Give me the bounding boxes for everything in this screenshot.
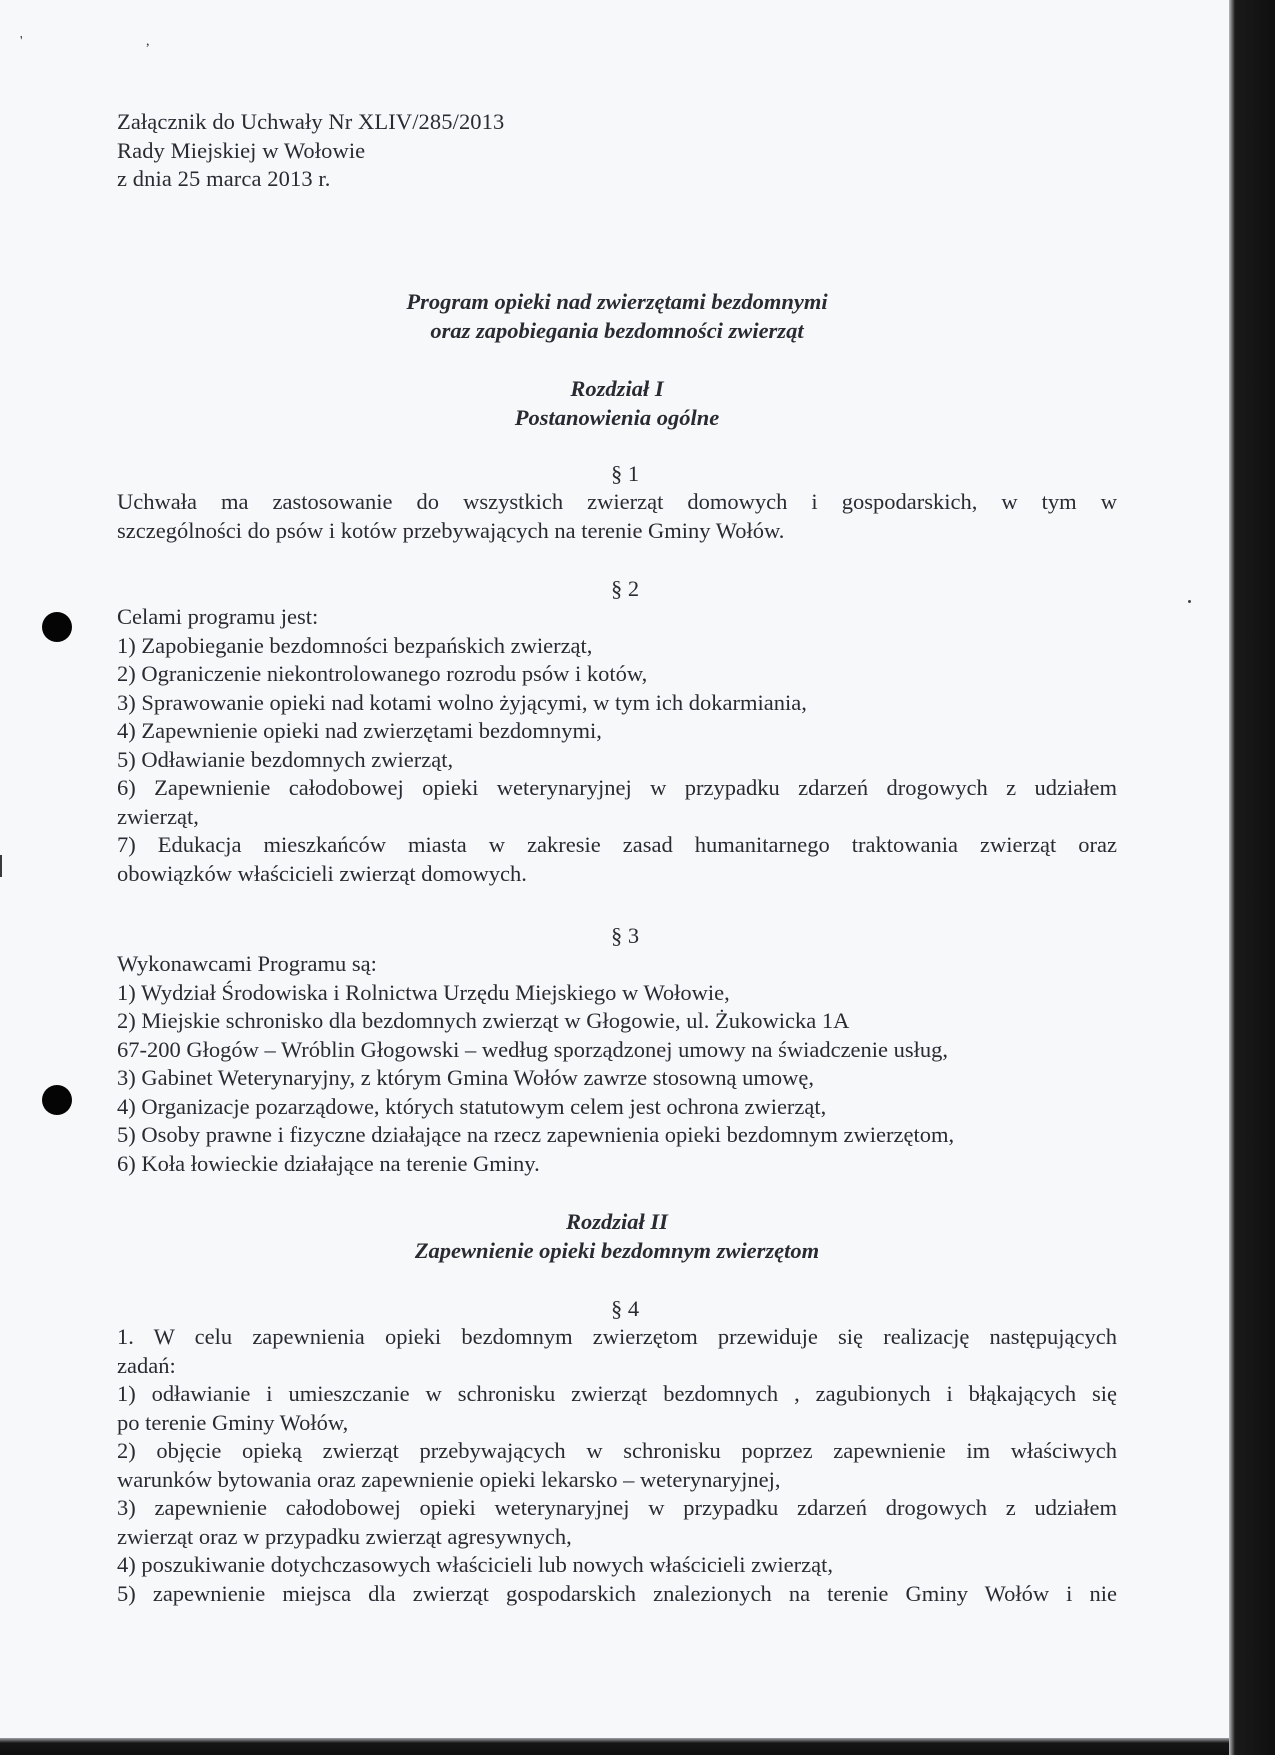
list-item: 4) poszukiwanie dotychczasowych właścicieli lub nowych właścicieli zwierząt, (117, 1552, 833, 1577)
punch-hole-top (42, 612, 72, 642)
scan-border-bottom (0, 1738, 1229, 1755)
chapter-1-heading (117, 375, 1117, 432)
section-4-body (117, 1323, 1117, 1608)
text-line: szczególności do psów i kotów przebywających na terenie Gminy Wołów. (117, 517, 785, 543)
list-item: 6) Koła łowieckie działające na terenie Gminy. (117, 1150, 540, 1176)
list-item: 1) Zapobieganie bezdomności bezpańskich zwierząt, (117, 632, 593, 658)
list-item: 3) Sprawowanie opieki nad kotami wolno żyjącymi, w tym ich dokarmiania, (117, 689, 807, 715)
section-1-mark: § 1 (610, 461, 640, 486)
list-item: 2) Ograniczenie niekontrolowanego rozrodu psów i kotów, (117, 661, 648, 686)
scan-mark: ' , (20, 34, 210, 49)
list-item: 3) zapewnienie całodobowej opieki weterynaryjnej w przypadku zdarzeń drogowych z udziałem (117, 1495, 1117, 1520)
list-item: 4) Organizacje pozarządowe, których statutowym celem jest ochrona zwierząt, (117, 1093, 827, 1119)
header-line: Rady Miejskiej w Wołowie (117, 137, 366, 163)
list-item-continued: warunków bytowania oraz zapewnienie opieki lekarsko – weterynaryjnej, (117, 1466, 781, 1492)
list-item-continued: zwierząt, (117, 803, 199, 829)
section-3-mark: § 3 (610, 923, 640, 948)
list-item: 67-200 Głogów – Wróblin Głogowski – według sporządzonej umowy na świadczenie usług, (117, 1036, 949, 1062)
section-2-mark: § 2 (610, 576, 640, 601)
program-title (117, 288, 1117, 345)
chapter-title: Rozdział II (566, 1209, 668, 1234)
list-item-continued: po terenie Gminy Wołów, (117, 1409, 349, 1435)
scan-border-right (1229, 0, 1275, 1755)
attachment-header (117, 108, 504, 194)
title-line: Program opieki nad zwierzętami bezdomnymi (406, 289, 828, 314)
title-line: oraz zapobiegania bezdomności zwierząt (430, 317, 804, 343)
text-line: Uchwała ma zastosowanie do wszystkich zwierząt domowych i gospodarskich, w tym w (117, 489, 1117, 514)
paragraph-line: zadań: (117, 1352, 176, 1378)
chapter-subtitle: Postanowienia ogólne (514, 404, 720, 430)
list-item: 2) Miejskie schronisko dla bezdomnych zwierząt w Głogowie, ul. Żukowicka 1A (117, 1008, 850, 1033)
list-item: 7) Edukacja mieszkańców miasta w zakresie zasad humanitarnego traktowania zwierząt oraz (117, 832, 1117, 857)
list-item-continued: obowiązków właścicieli zwierząt domowych. (117, 860, 527, 886)
chapter-title: Rozdział I (570, 376, 664, 401)
list-item-continued: zwierząt oraz w przypadku zwierząt agresywnych, (117, 1523, 572, 1549)
list-item: 5) Osoby prawne i fizyczne działające na rzecz zapewnienia opieki bezdomnym zwierzętom, (117, 1122, 955, 1147)
section-intro: Wykonawcami Programu są: (117, 951, 377, 976)
chapter-subtitle: Zapewnienie opieki bezdomnym zwierzętom (414, 1237, 820, 1263)
section-intro: Celami programu jest: (117, 604, 319, 629)
header-line: Załącznik do Uchwały Nr XLIV/285/2013 (117, 109, 505, 134)
chapter-2-heading (117, 1208, 1117, 1265)
scan-edge-mark (0, 855, 2, 877)
list-item: 1) Wydział Środowiska i Rolnictwa Urzędu Miejskiego w Wołowie, (117, 979, 730, 1005)
section-2-body (117, 603, 1117, 888)
scan-speck (1188, 600, 1191, 603)
list-item: 5) Odławianie bezdomnych zwierząt, (117, 746, 454, 772)
section-3-body (117, 950, 1117, 1178)
section-1-body (117, 488, 1117, 545)
list-item: 6) Zapewnienie całodobowej opieki weterynaryjnej w przypadku zdarzeń drogowych z udziałem (117, 775, 1117, 800)
list-item: 5) zapewnienie miejsca dla zwierząt gospodarskich znalezionych na terenie Gminy Wołów i nie (117, 1580, 1117, 1606)
header-line: z dnia 25 marca 2013 r. (117, 166, 331, 191)
paragraph-line: 1. W celu zapewnienia opieki bezdomnym zwierzętom przewiduje się realizację następujących (117, 1324, 1117, 1349)
list-item: 1) odławianie i umieszczanie w schronisku zwierząt bezdomnych , zagubionych i błąkających się (117, 1381, 1117, 1406)
punch-hole-bottom (42, 1085, 72, 1115)
list-item: 3) Gabinet Weterynaryjny, z którym Gmina Wołów zawrze stosowną umowę, (117, 1065, 815, 1090)
list-item: 4) Zapewnienie opieki nad zwierzętami bezdomnymi, (117, 718, 602, 743)
list-item: 2) objęcie opieką zwierząt przebywających w schronisku poprzez zapewnienie im właściwych (117, 1438, 1117, 1463)
section-4-mark: § 4 (610, 1296, 640, 1321)
